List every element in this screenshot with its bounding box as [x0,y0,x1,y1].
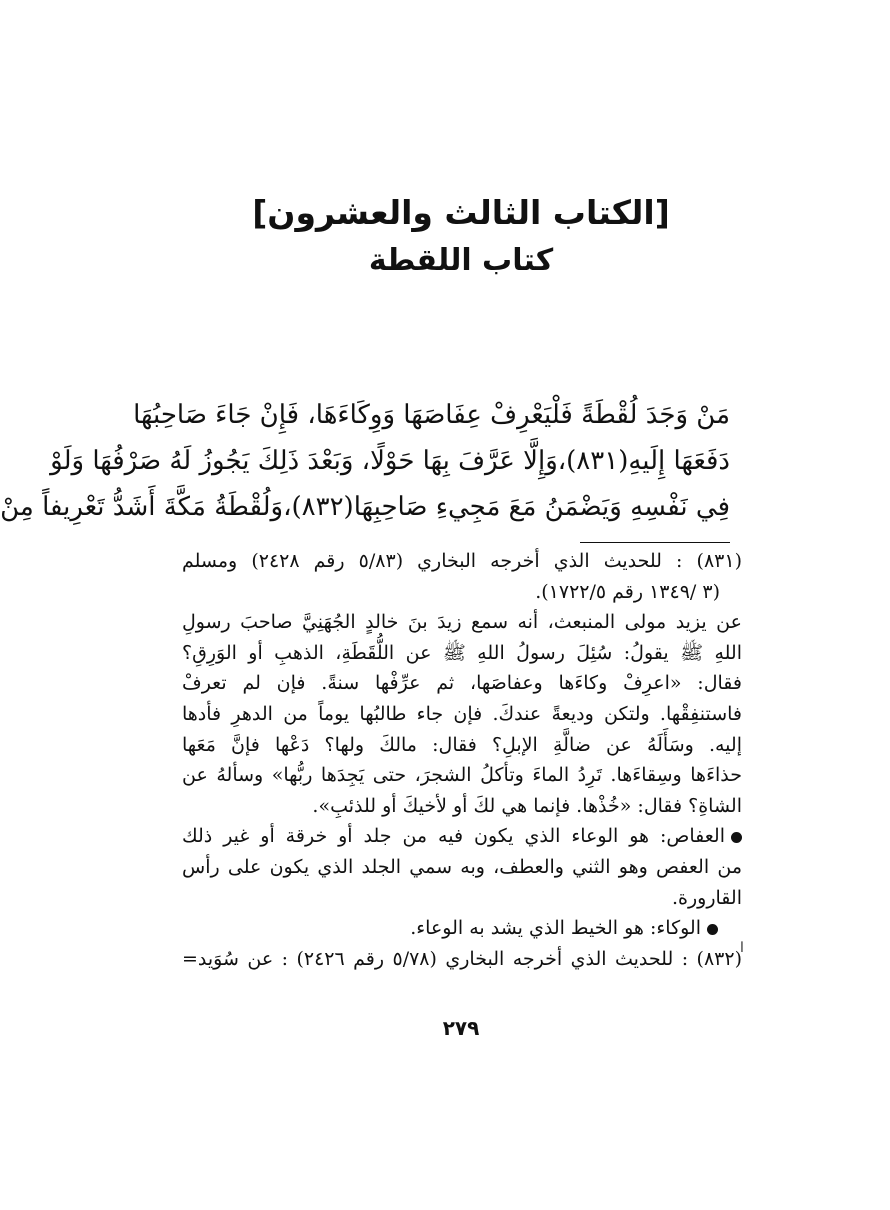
margin-mark: ا [740,940,744,956]
glossary-afas-line: من العفص وهو الثني والعطف، وبه سمي الجلد الذي يكون على رأس [182,855,742,878]
footnote-831-line: فاستنفِقْها. ولتكن وديعةً عندكَ. فإن جاء طالبُها يوماً من الدهرِ فأدها [182,702,742,725]
bullet-icon [707,924,718,935]
page-number: ٢٧٩ [442,1016,480,1040]
footnote-831-line: عن يزيد مولى المنبعث، أنه سمع زيدَ بنَ خالدٍ الجُهَنِيَّ صاحبَ رسولِ [182,611,742,634]
footnote-831-line: (٣ /١٣٤٩ رقم ١٧٢٢/٥). [535,580,720,603]
bullet-icon [731,832,742,843]
footnote-832-line: (٨٣٢) : للحديث الذي أخرجه البخاري (٥/٧٨ رقم ٢٤٢٦) : عن سُوَيد= [182,947,742,970]
main-text-line: دَفَعَهَا إِلَيهِ(٨٣١)،وَإِلَّا عَرَّفَ بِهَا حَوْلًا، وَبَعْدَ ذَلِكَ يَجُوزُ لَهُ صَرْفُهَا وَلَوْ [50,446,730,476]
footnotes [182,546,742,974]
glossary-afas-line: القارورة. [672,886,742,909]
main-text [0,392,730,530]
footnote-831-line: (٨٣١) : للحديث الذي أخرجه البخاري (٥/٨٣ رقم ٢٤٢٨) ومسلم [182,550,742,572]
footnote-831-line: إليه. وسَأَلَهُ عن ضالَّةِ الإبلِ؟ فقال: مالكَ ولها؟ دَعْها فإنَّ مَعَها [182,733,742,756]
footnote-831-line: الشاةِ؟ فقال: «خُذْها. فإنما هي لكَ أو لأخيكَ أو للذئبِ». [312,794,742,817]
main-text-line: مَنْ وَجَدَ لُقْطَةً فَلْيَعْرِفْ عِفَاصَهَا وَوِكَاءَهَا، فَإِنْ جَاءَ صَاحِبُهَا [133,400,730,430]
glossary-afas-text: العفاص: هو الوعاء الذي يكون فيه من جلد أو خرقة أو غير ذلك [182,825,725,848]
footnote-831-line: اللهِ ﷺ يقولُ: سُئِلَ رسولُ اللهِ ﷺ عن اللُّقَطَةِ، الذهبِ أو الوَرِقِ؟ [182,641,742,664]
glossary-wika-line [182,913,742,944]
footnote-831-line: حذاءَها وسِقاءَها. تَرِدُ الماءَ وتأكلُ الشجرَ، حتى يَجِدَها ربُّها» وسألهُ عن [182,764,742,787]
main-text-line: فِي نَفْسِهِ وَيَضْمَنُ مَعَ مَجِيءِ صَاحِبِهَا(٨٣٢)،وَلُقْطَةُ مَكَّةَ أَشَدُّ تَعْرِيفاً مِنْ [0,492,730,522]
book-title: [الكتاب الثالث والعشرون] [252,193,670,232]
footnote-separator [580,542,730,543]
glossary-wika-text: الوكاء: هو الخيط الذي يشد به الوعاء. [410,917,701,940]
glossary-afas-line [182,821,742,852]
footnote-831-line: فقال: «اعرِفْ وكاءَها وعفاصَها، ثم عرِّفْها سنةً. فإن لم تعرفْ [182,672,742,695]
chapter-title: كتاب اللقطة [368,243,554,278]
